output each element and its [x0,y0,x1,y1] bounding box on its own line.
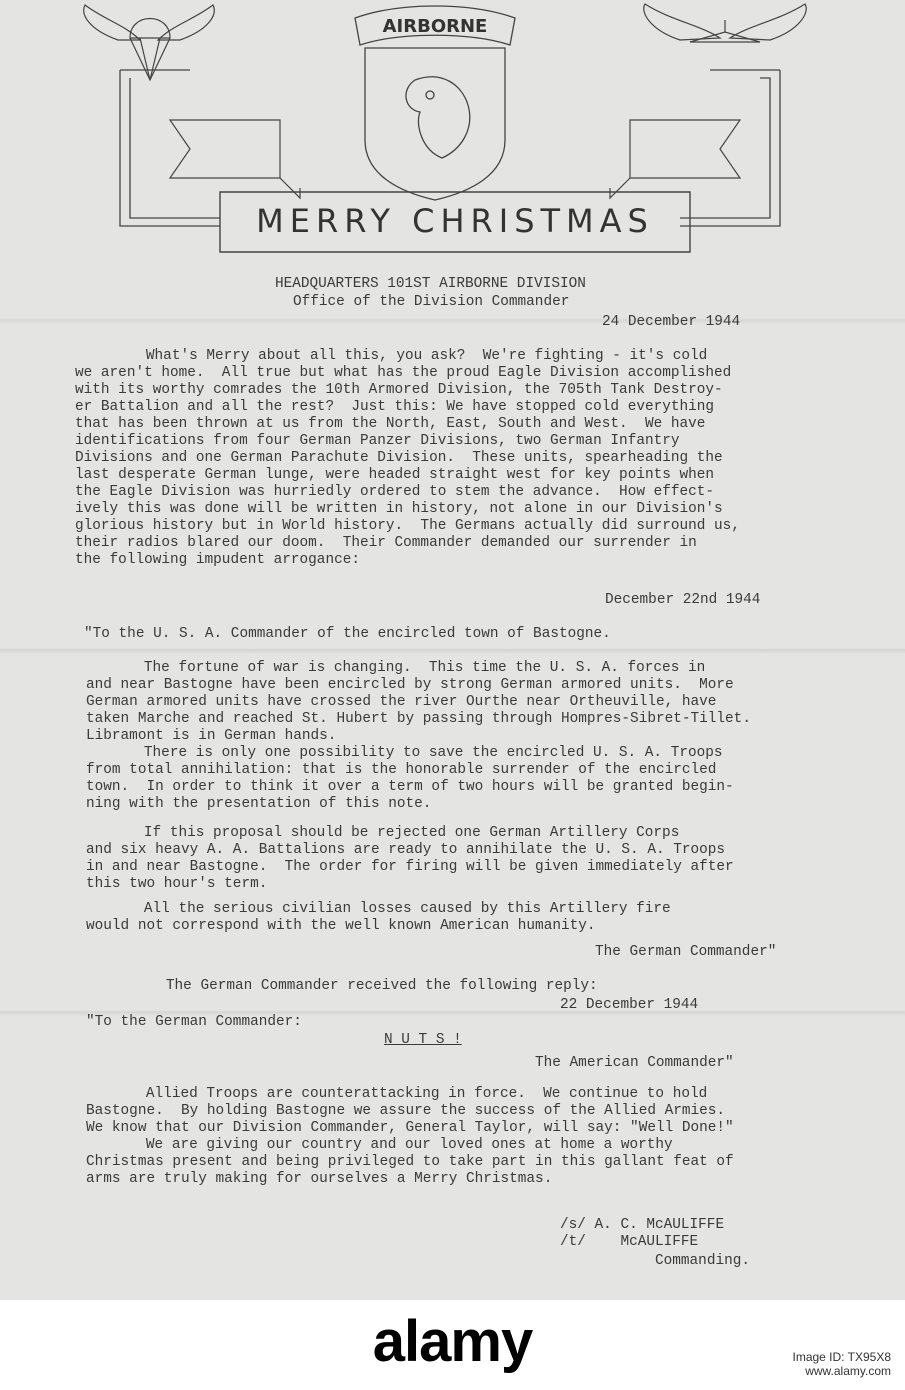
body-line: Divisions and one German Parachute Division. These units, spearheading the [75,450,723,466]
glider-wings-icon [644,4,806,42]
german-line: If this proposal should be rejected one German Artillery Corps [118,825,680,841]
body-line: their radios blared our doom. Their Commander demanded our surrender in [75,535,697,551]
german-line: There is only one possibility to save the encircled U. S. A. Troops [118,745,723,761]
german-line: and near Bastogne have been encircled by strong German armored units. More [86,677,734,693]
ribbon-left [170,120,300,198]
body-line: the Eagle Division was hurriedly ordered to stem the advance. How effect- [75,484,715,500]
closing-line: We know that our Division Commander, General Taylor, will say: "Well Done!" [86,1120,734,1136]
office-heading: Office of the Division Commander [293,294,570,310]
headquarters-heading: HEADQUARTERS 101ST AIRBORNE DIVISION [275,276,586,292]
signature-line-2: /t/ McAULIFFE [560,1234,699,1250]
body-line: identifications from four German Panzer Divisions, two German Infantry [75,433,680,449]
german-line: from total annihilation: that is the honorable surrender of the encircled [86,762,717,778]
watermark-details [793,1350,892,1378]
watermark-strip [0,1300,905,1390]
german-line: ning with the presentation of this note. [86,796,432,812]
closing-line: Allied Troops are counterattacking in force. We continue to hold [120,1086,708,1102]
airborne-tab-text: AIRBORNE [382,16,488,37]
german-signature: The German Commander" [595,944,777,960]
german-line: Libramont is in German hands. [86,728,337,744]
ribbon-right [610,120,740,198]
german-letter-date: December 22nd 1944 [605,592,761,608]
body-line: glorious history but in World history. The Germans actually did surround us, [75,518,740,534]
body-line: with its worthy comrades the 10th Armored Division, the 705th Tank Destroy- [75,382,723,398]
watermark-image-id: Image ID: TX95X8 [792,1350,891,1364]
closing-line: Bastogne. By holding Bastogne we assure the success of the Allied Armies. [86,1103,726,1119]
body-line: What's Merry about all this, you ask? We're fighting - it's cold [120,348,708,364]
parachute-wings-icon [84,5,214,80]
merry-christmas-banner-text: MERRY CHRISTMAS [256,202,654,240]
body-line: er Battalion and all the rest? Just this: We have stopped cold everything [75,399,715,415]
body-line: that has been thrown at us from the North, East, South and West. We have [75,416,706,432]
closing-line: We are giving our country and our loved ones at home a worthy [120,1137,673,1153]
german-line: this two hour's term. [86,876,268,892]
reply-salutation: "To the German Commander: [86,1014,302,1030]
body-line: we aren't home. All true but what has the proud Eagle Division accomplished [75,365,732,381]
nuts-reply: N U T S ! [384,1032,462,1048]
reply-intro: The German Commander received the following reply: [140,978,598,994]
letter-date: 24 December 1944 [602,314,741,330]
reply-date: 22 December 1944 [560,997,699,1013]
body-line: last desperate German lunge, were headed straight west for key points when [75,467,715,483]
reply-signature: The American Commander" [535,1055,734,1071]
watermark-brand: alamy [372,1309,533,1374]
german-line: and six heavy A. A. Battalions are ready to annihilate the U. S. A. Troops [86,842,726,858]
german-line: German armored units have crossed the river Ourthe near Ortheuville, have [86,694,717,710]
german-line: would not correspond with the well known American humanity. [86,918,596,934]
german-line: All the serious civilian losses caused by this Artillery fire [118,901,671,917]
body-line: ively this was done will be written in history, not alone in our Division's [75,501,723,517]
signature-line-3: Commanding. [655,1253,750,1269]
closing-line: arms are truly making for ourselves a Merry Christmas. [86,1171,553,1187]
closing-line: Christmas present and being privileged to take part in this gallant feat of [86,1154,734,1170]
watermark-url: www.alamy.com [805,1364,891,1378]
body-line: the following impudent arrogance: [75,552,360,568]
german-line: in and near Bastogne. The order for firing will be given immediately after [86,859,734,875]
german-line: taken Marche and reached St. Hubert by passing through Hompres-Sibret-Tillet. [86,711,751,727]
german-line: The fortune of war is changing. This time the U. S. A. forces in [118,660,706,676]
german-letter-salutation: "To the U. S. A. Commander of the encircled town of Bastogne. [84,626,611,642]
signature-line-1: /s/ A. C. McAULIFFE [560,1217,725,1233]
letterhead-emblem [70,0,830,260]
german-line: town. In order to think it over a term of two hours will be granted begin- [86,779,734,795]
